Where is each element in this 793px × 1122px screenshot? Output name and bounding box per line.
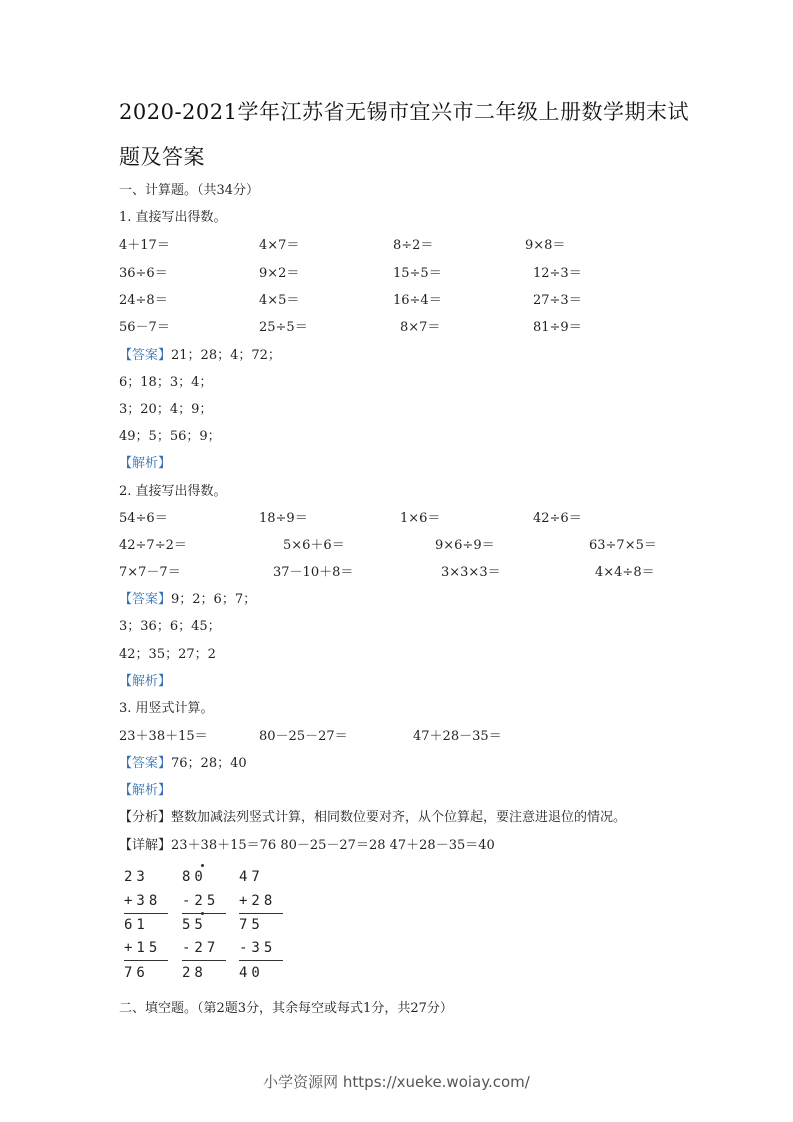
vertical-row: 76 — [124, 965, 149, 981]
answer-text: 21；28；4；72； — [171, 348, 281, 363]
q2-answer — [119, 588, 256, 607]
analysis-tag: 【解析】 — [119, 456, 172, 471]
answer-tag: 【答案】 — [119, 592, 172, 607]
q1-item: 56－7＝ — [119, 320, 170, 335]
vertical-row: +38 — [124, 893, 162, 909]
answer-text: 9；2；6；7； — [171, 592, 257, 607]
q1-item: 4×7＝ — [259, 238, 300, 253]
q1-item: 36÷6＝ — [119, 266, 168, 281]
q1-answer — [119, 344, 281, 363]
analysis-tag: 【解析】 — [119, 783, 172, 798]
vertical-row: 80 — [182, 869, 207, 885]
document-title-line1: 2020-2021学年江苏省无锡市宜兴市二年级上册数学期末试 — [119, 100, 689, 124]
q1-item: 9×8＝ — [525, 238, 566, 253]
q1-item: 16÷4＝ — [393, 293, 442, 308]
section-heading-calc: 一、计算题。（共34分） — [119, 183, 260, 198]
answer-line: 6；18；3；4； — [119, 375, 213, 390]
vertical-rule — [182, 913, 226, 914]
q3-problem: 80－25－27＝ — [259, 729, 348, 744]
vertical-row: -35 — [239, 940, 277, 956]
vertical-row: 40 — [239, 965, 264, 981]
vertical-row: 55 — [182, 917, 207, 933]
q1-item: 24÷8＝ — [119, 293, 168, 308]
detail-text: 23＋38＋15＝76 80－25－27＝28 47＋28－35＝40 — [171, 838, 495, 853]
q2-item: 3×3×3＝ — [441, 565, 501, 580]
q3-problem: 47＋28－35＝ — [413, 729, 502, 744]
vertical-row: -27 — [182, 940, 220, 956]
vertical-row: 75 — [239, 917, 264, 933]
vertical-row: 47 — [239, 869, 264, 885]
vertical-row: +28 — [239, 893, 277, 909]
q2-item: 1×6＝ — [400, 511, 441, 526]
borrow-dot — [201, 864, 204, 867]
q1-item: 8×7＝ — [400, 320, 441, 335]
answer-tag: 【答案】 — [119, 756, 172, 771]
question-1-label: 1. 直接写出得数。 — [119, 210, 227, 225]
analysis-detail — [119, 834, 495, 853]
vertical-row: 28 — [182, 965, 207, 981]
q1-item: 15÷5＝ — [393, 266, 442, 281]
q2-item: 5×6＋6＝ — [283, 538, 345, 553]
vertical-rule — [124, 960, 168, 961]
q1-item: 25÷5＝ — [259, 320, 308, 335]
q1-item: 9×2＝ — [259, 266, 300, 281]
answer-line: 49；5；56；9； — [119, 429, 221, 444]
vertical-row: +15 — [124, 940, 162, 956]
vertical-rule — [182, 960, 226, 961]
document-title-line2: 题及答案 — [119, 145, 205, 169]
borrow-dot — [201, 912, 204, 915]
vertical-rule — [239, 960, 283, 961]
q2-item: 4×4÷8＝ — [595, 565, 655, 580]
vertical-row: 61 — [124, 917, 149, 933]
q2-item: 7×7－7＝ — [119, 565, 181, 580]
q2-item: 42÷6＝ — [533, 511, 582, 526]
vertical-rule — [124, 913, 168, 914]
analysis-fenxi — [119, 806, 626, 825]
q2-item: 9×6÷9＝ — [435, 538, 495, 553]
section-heading-fill: 二、填空题。（第2题3分，其余每空或每式1分，共27分） — [119, 1001, 453, 1016]
q1-item: 81÷9＝ — [533, 320, 582, 335]
answer-line: 3；20；4；9； — [119, 402, 213, 417]
q2-item: 42÷7÷2＝ — [119, 538, 187, 553]
q1-item: 8÷2＝ — [393, 238, 434, 253]
answer-tag: 【答案】 — [119, 348, 172, 363]
vertical-rule — [239, 913, 283, 914]
q1-item: 12÷3＝ — [533, 266, 582, 281]
q2-item: 63÷7×5＝ — [589, 538, 657, 553]
fenxi-tag: 【分析】 — [119, 810, 172, 825]
answer-line: 42；35；27；2 — [119, 647, 216, 662]
question-3-label: 3. 用竖式计算。 — [119, 701, 214, 716]
q3-answer — [119, 752, 247, 771]
q1-item: 27÷3＝ — [533, 293, 582, 308]
question-2-label: 2. 直接写出得数。 — [119, 484, 227, 499]
vertical-row: -25 — [182, 893, 220, 909]
answer-line: 3；36；6；45； — [119, 619, 221, 634]
q2-item: 37－10＋8＝ — [273, 565, 354, 580]
analysis-tag: 【解析】 — [119, 674, 172, 689]
answer-text: 76；28；40 — [171, 756, 247, 771]
q2-item: 54÷6＝ — [119, 511, 168, 526]
vertical-row: 23 — [124, 869, 149, 885]
q1-item: 4＋17＝ — [119, 238, 170, 253]
footer-watermark: 小学资源网 https://xueke.woiay.com/ — [263, 1073, 530, 1091]
fenxi-text: 整数加减法列竖式计算，相同数位要对齐，从个位算起，要注意进退位的情况。 — [171, 810, 627, 825]
q2-item: 18÷9＝ — [259, 511, 308, 526]
detail-tag: 【详解】 — [119, 838, 172, 853]
q3-problem: 23＋38＋15＝ — [119, 729, 208, 744]
q1-item: 4×5＝ — [259, 293, 300, 308]
